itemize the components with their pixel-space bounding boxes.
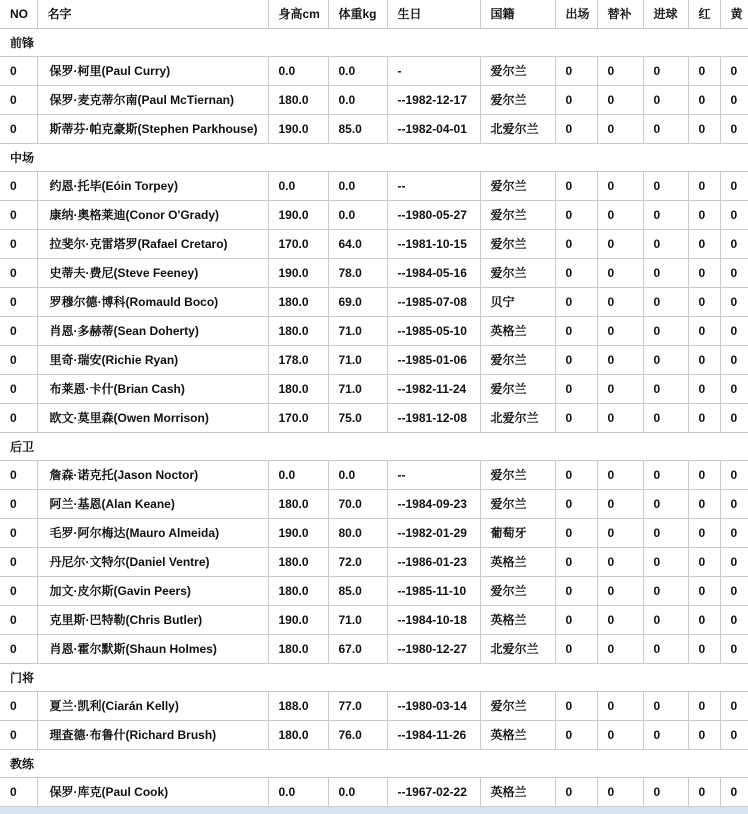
cell-substitute: 0 xyxy=(597,374,643,403)
header-row xyxy=(0,0,748,28)
player-row xyxy=(0,114,748,143)
cell-substitute: 0 xyxy=(597,114,643,143)
cell-name: 保罗·库克(Paul Cook) xyxy=(37,777,268,806)
cell-red-cards: 0 xyxy=(688,56,720,85)
cell-yellow-cards: 0 xyxy=(720,605,748,634)
cell-name: 加文·皮尔斯(Gavin Peers) xyxy=(37,576,268,605)
cell-goals: 0 xyxy=(643,720,688,749)
cell-appearances: 0 xyxy=(555,316,597,345)
cell-goals: 0 xyxy=(643,374,688,403)
cell-nationality: 爱尔兰 xyxy=(480,460,555,489)
cell-name: 毛罗·阿尔梅达(Mauro Almeida) xyxy=(37,518,268,547)
cell-height: 180.0 xyxy=(268,720,328,749)
cell-substitute: 0 xyxy=(597,287,643,316)
cell-weight: 71.0 xyxy=(328,316,387,345)
footer-strip xyxy=(0,807,748,814)
cell-no: 0 xyxy=(0,403,37,432)
cell-height: 188.0 xyxy=(268,691,328,720)
cell-name: 史蒂夫·费尼(Steve Feeney) xyxy=(37,258,268,287)
cell-nationality: 爱尔兰 xyxy=(480,345,555,374)
cell-yellow-cards: 0 xyxy=(720,489,748,518)
cell-name: 保罗·麦克蒂尔南(Paul McTiernan) xyxy=(37,85,268,114)
cell-yellow-cards: 0 xyxy=(720,403,748,432)
cell-substitute: 0 xyxy=(597,258,643,287)
cell-appearances: 0 xyxy=(555,200,597,229)
cell-name: 詹森·诺克托(Jason Noctor) xyxy=(37,460,268,489)
col-header-yellow-cards: 黄 xyxy=(720,0,748,28)
cell-nationality: 英格兰 xyxy=(480,316,555,345)
cell-nationality: 北爱尔兰 xyxy=(480,403,555,432)
cell-height: 180.0 xyxy=(268,287,328,316)
cell-weight: 80.0 xyxy=(328,518,387,547)
cell-appearances: 0 xyxy=(555,720,597,749)
cell-nationality: 英格兰 xyxy=(480,777,555,806)
cell-name: 拉斐尔·克雷塔罗(Rafael Cretaro) xyxy=(37,229,268,258)
player-row xyxy=(0,374,748,403)
col-header-height: 身高cm xyxy=(268,0,328,28)
cell-goals: 0 xyxy=(643,518,688,547)
cell-no: 0 xyxy=(0,691,37,720)
cell-red-cards: 0 xyxy=(688,229,720,258)
cell-appearances: 0 xyxy=(555,171,597,200)
cell-height: 190.0 xyxy=(268,258,328,287)
section-row xyxy=(0,663,748,691)
cell-yellow-cards: 0 xyxy=(720,114,748,143)
cell-appearances: 0 xyxy=(555,777,597,806)
cell-red-cards: 0 xyxy=(688,720,720,749)
cell-substitute: 0 xyxy=(597,200,643,229)
cell-appearances: 0 xyxy=(555,460,597,489)
cell-height: 178.0 xyxy=(268,345,328,374)
cell-substitute: 0 xyxy=(597,316,643,345)
cell-no: 0 xyxy=(0,171,37,200)
cell-goals: 0 xyxy=(643,576,688,605)
player-row xyxy=(0,691,748,720)
cell-name: 康纳·奥格莱迪(Conor O'Grady) xyxy=(37,200,268,229)
player-row xyxy=(0,547,748,576)
cell-birthday: --1967-02-22 xyxy=(387,777,480,806)
cell-birthday: -- xyxy=(387,171,480,200)
cell-weight: 71.0 xyxy=(328,374,387,403)
cell-yellow-cards: 0 xyxy=(720,56,748,85)
cell-substitute: 0 xyxy=(597,229,643,258)
cell-substitute: 0 xyxy=(597,691,643,720)
cell-height: 170.0 xyxy=(268,229,328,258)
cell-birthday: --1981-12-08 xyxy=(387,403,480,432)
cell-height: 180.0 xyxy=(268,316,328,345)
col-header-red-cards: 红 xyxy=(688,0,720,28)
cell-weight: 0.0 xyxy=(328,85,387,114)
cell-substitute: 0 xyxy=(597,720,643,749)
cell-weight: 72.0 xyxy=(328,547,387,576)
cell-appearances: 0 xyxy=(555,85,597,114)
cell-weight: 76.0 xyxy=(328,720,387,749)
cell-appearances: 0 xyxy=(555,287,597,316)
cell-nationality: 爱尔兰 xyxy=(480,171,555,200)
cell-name: 肖恩·霍尔默斯(Shaun Holmes) xyxy=(37,634,268,663)
cell-nationality: 爱尔兰 xyxy=(480,85,555,114)
cell-height: 0.0 xyxy=(268,460,328,489)
cell-weight: 0.0 xyxy=(328,56,387,85)
cell-goals: 0 xyxy=(643,605,688,634)
cell-red-cards: 0 xyxy=(688,114,720,143)
cell-height: 190.0 xyxy=(268,114,328,143)
section-title: 门将 xyxy=(0,663,748,691)
cell-no: 0 xyxy=(0,229,37,258)
cell-nationality: 英格兰 xyxy=(480,547,555,576)
cell-weight: 0.0 xyxy=(328,171,387,200)
cell-red-cards: 0 xyxy=(688,605,720,634)
cell-yellow-cards: 0 xyxy=(720,518,748,547)
cell-goals: 0 xyxy=(643,691,688,720)
cell-no: 0 xyxy=(0,605,37,634)
cell-appearances: 0 xyxy=(555,489,597,518)
cell-height: 180.0 xyxy=(268,576,328,605)
player-row xyxy=(0,56,748,85)
cell-goals: 0 xyxy=(643,634,688,663)
cell-no: 0 xyxy=(0,114,37,143)
cell-name: 罗穆尔德·博科(Romauld Boco) xyxy=(37,287,268,316)
player-row xyxy=(0,258,748,287)
cell-birthday: --1984-09-23 xyxy=(387,489,480,518)
cell-substitute: 0 xyxy=(597,489,643,518)
player-row xyxy=(0,460,748,489)
cell-red-cards: 0 xyxy=(688,489,720,518)
cell-substitute: 0 xyxy=(597,576,643,605)
table-header xyxy=(0,0,748,28)
player-row xyxy=(0,576,748,605)
cell-no: 0 xyxy=(0,56,37,85)
cell-nationality: 爱尔兰 xyxy=(480,489,555,518)
cell-goals: 0 xyxy=(643,345,688,374)
table-body xyxy=(0,28,748,806)
cell-goals: 0 xyxy=(643,114,688,143)
cell-height: 180.0 xyxy=(268,489,328,518)
cell-name: 肖恩·多赫蒂(Sean Doherty) xyxy=(37,316,268,345)
cell-red-cards: 0 xyxy=(688,518,720,547)
cell-birthday: --1986-01-23 xyxy=(387,547,480,576)
cell-no: 0 xyxy=(0,85,37,114)
player-row xyxy=(0,200,748,229)
cell-red-cards: 0 xyxy=(688,547,720,576)
cell-nationality: 爱尔兰 xyxy=(480,258,555,287)
cell-appearances: 0 xyxy=(555,114,597,143)
cell-yellow-cards: 0 xyxy=(720,171,748,200)
cell-nationality: 北爱尔兰 xyxy=(480,634,555,663)
section-row xyxy=(0,432,748,460)
cell-birthday: --1981-10-15 xyxy=(387,229,480,258)
cell-height: 190.0 xyxy=(268,605,328,634)
player-row xyxy=(0,720,748,749)
cell-birthday: --1985-05-10 xyxy=(387,316,480,345)
cell-goals: 0 xyxy=(643,258,688,287)
cell-name: 阿兰·基恩(Alan Keane) xyxy=(37,489,268,518)
cell-birthday: --1984-10-18 xyxy=(387,605,480,634)
cell-no: 0 xyxy=(0,634,37,663)
cell-no: 0 xyxy=(0,258,37,287)
player-row xyxy=(0,287,748,316)
player-row xyxy=(0,171,748,200)
cell-yellow-cards: 0 xyxy=(720,374,748,403)
cell-goals: 0 xyxy=(643,85,688,114)
cell-yellow-cards: 0 xyxy=(720,229,748,258)
cell-yellow-cards: 0 xyxy=(720,576,748,605)
cell-substitute: 0 xyxy=(597,345,643,374)
col-header-name: 名字 xyxy=(37,0,268,28)
cell-birthday: --1985-07-08 xyxy=(387,287,480,316)
cell-red-cards: 0 xyxy=(688,576,720,605)
cell-name: 丹尼尔·文特尔(Daniel Ventre) xyxy=(37,547,268,576)
cell-no: 0 xyxy=(0,518,37,547)
col-header-no: NO xyxy=(0,0,37,28)
cell-red-cards: 0 xyxy=(688,374,720,403)
cell-name: 斯蒂芬·帕克豪斯(Stephen Parkhouse) xyxy=(37,114,268,143)
cell-weight: 70.0 xyxy=(328,489,387,518)
player-row xyxy=(0,229,748,258)
cell-name: 理查德·布鲁什(Richard Brush) xyxy=(37,720,268,749)
cell-weight: 77.0 xyxy=(328,691,387,720)
cell-weight: 71.0 xyxy=(328,345,387,374)
section-row xyxy=(0,143,748,171)
cell-red-cards: 0 xyxy=(688,316,720,345)
cell-name: 夏兰·凯利(Ciarán Kelly) xyxy=(37,691,268,720)
cell-substitute: 0 xyxy=(597,518,643,547)
cell-red-cards: 0 xyxy=(688,691,720,720)
section-row xyxy=(0,28,748,56)
cell-weight: 67.0 xyxy=(328,634,387,663)
cell-height: 180.0 xyxy=(268,634,328,663)
cell-weight: 85.0 xyxy=(328,576,387,605)
col-header-birthday: 生日 xyxy=(387,0,480,28)
player-row xyxy=(0,518,748,547)
cell-weight: 75.0 xyxy=(328,403,387,432)
cell-substitute: 0 xyxy=(597,85,643,114)
cell-name: 约恩·托毕(Eóin Torpey) xyxy=(37,171,268,200)
cell-weight: 71.0 xyxy=(328,605,387,634)
cell-nationality: 北爱尔兰 xyxy=(480,114,555,143)
cell-no: 0 xyxy=(0,777,37,806)
cell-weight: 0.0 xyxy=(328,200,387,229)
cell-appearances: 0 xyxy=(555,229,597,258)
cell-birthday: --1980-05-27 xyxy=(387,200,480,229)
cell-yellow-cards: 0 xyxy=(720,258,748,287)
cell-yellow-cards: 0 xyxy=(720,720,748,749)
cell-name: 克里斯·巴特勒(Chris Butler) xyxy=(37,605,268,634)
cell-appearances: 0 xyxy=(555,518,597,547)
cell-height: 0.0 xyxy=(268,777,328,806)
col-header-goals: 进球 xyxy=(643,0,688,28)
player-row xyxy=(0,777,748,806)
cell-substitute: 0 xyxy=(597,634,643,663)
cell-goals: 0 xyxy=(643,489,688,518)
cell-weight: 0.0 xyxy=(328,460,387,489)
cell-yellow-cards: 0 xyxy=(720,345,748,374)
cell-birthday: --1984-05-16 xyxy=(387,258,480,287)
cell-goals: 0 xyxy=(643,171,688,200)
cell-weight: 0.0 xyxy=(328,777,387,806)
cell-substitute: 0 xyxy=(597,460,643,489)
cell-birthday: --1982-04-01 xyxy=(387,114,480,143)
cell-nationality: 英格兰 xyxy=(480,605,555,634)
section-row xyxy=(0,749,748,777)
cell-yellow-cards: 0 xyxy=(720,634,748,663)
cell-red-cards: 0 xyxy=(688,200,720,229)
cell-goals: 0 xyxy=(643,287,688,316)
cell-goals: 0 xyxy=(643,56,688,85)
cell-nationality: 贝宁 xyxy=(480,287,555,316)
cell-no: 0 xyxy=(0,374,37,403)
player-row xyxy=(0,85,748,114)
cell-name: 欧文·莫里森(Owen Morrison) xyxy=(37,403,268,432)
cell-substitute: 0 xyxy=(597,403,643,432)
cell-red-cards: 0 xyxy=(688,777,720,806)
col-header-nationality: 国籍 xyxy=(480,0,555,28)
cell-goals: 0 xyxy=(643,316,688,345)
cell-yellow-cards: 0 xyxy=(720,200,748,229)
cell-goals: 0 xyxy=(643,229,688,258)
cell-yellow-cards: 0 xyxy=(720,287,748,316)
cell-height: 170.0 xyxy=(268,403,328,432)
player-row xyxy=(0,345,748,374)
cell-red-cards: 0 xyxy=(688,634,720,663)
cell-red-cards: 0 xyxy=(688,287,720,316)
col-header-appearances: 出场 xyxy=(555,0,597,28)
col-header-weight: 体重kg xyxy=(328,0,387,28)
cell-appearances: 0 xyxy=(555,345,597,374)
cell-red-cards: 0 xyxy=(688,345,720,374)
player-row xyxy=(0,316,748,345)
section-title: 中场 xyxy=(0,143,748,171)
cell-name: 布莱恩·卡什(Brian Cash) xyxy=(37,374,268,403)
col-header-substitute: 替补 xyxy=(597,0,643,28)
cell-appearances: 0 xyxy=(555,56,597,85)
cell-weight: 85.0 xyxy=(328,114,387,143)
cell-goals: 0 xyxy=(643,200,688,229)
cell-height: 190.0 xyxy=(268,518,328,547)
cell-appearances: 0 xyxy=(555,403,597,432)
cell-nationality: 爱尔兰 xyxy=(480,576,555,605)
cell-red-cards: 0 xyxy=(688,460,720,489)
section-title: 前锋 xyxy=(0,28,748,56)
cell-birthday: --1984-11-26 xyxy=(387,720,480,749)
cell-nationality: 英格兰 xyxy=(480,720,555,749)
cell-height: 180.0 xyxy=(268,547,328,576)
cell-appearances: 0 xyxy=(555,605,597,634)
cell-substitute: 0 xyxy=(597,171,643,200)
cell-appearances: 0 xyxy=(555,547,597,576)
player-row xyxy=(0,605,748,634)
cell-height: 180.0 xyxy=(268,85,328,114)
cell-no: 0 xyxy=(0,547,37,576)
cell-birthday: --1980-03-14 xyxy=(387,691,480,720)
cell-no: 0 xyxy=(0,345,37,374)
cell-yellow-cards: 0 xyxy=(720,85,748,114)
cell-yellow-cards: 0 xyxy=(720,777,748,806)
cell-no: 0 xyxy=(0,576,37,605)
cell-birthday: --1982-11-24 xyxy=(387,374,480,403)
cell-no: 0 xyxy=(0,287,37,316)
cell-appearances: 0 xyxy=(555,374,597,403)
cell-weight: 78.0 xyxy=(328,258,387,287)
cell-nationality: 葡萄牙 xyxy=(480,518,555,547)
cell-goals: 0 xyxy=(643,403,688,432)
cell-substitute: 0 xyxy=(597,777,643,806)
cell-yellow-cards: 0 xyxy=(720,547,748,576)
cell-red-cards: 0 xyxy=(688,171,720,200)
cell-no: 0 xyxy=(0,200,37,229)
cell-no: 0 xyxy=(0,460,37,489)
cell-red-cards: 0 xyxy=(688,403,720,432)
section-title: 后卫 xyxy=(0,432,748,460)
cell-no: 0 xyxy=(0,720,37,749)
cell-name: 里奇·瑞安(Richie Ryan) xyxy=(37,345,268,374)
cell-height: 190.0 xyxy=(268,200,328,229)
player-row xyxy=(0,403,748,432)
cell-appearances: 0 xyxy=(555,691,597,720)
cell-birthday: -- xyxy=(387,460,480,489)
player-row xyxy=(0,489,748,518)
cell-birthday: --1980-12-27 xyxy=(387,634,480,663)
cell-no: 0 xyxy=(0,316,37,345)
cell-height: 180.0 xyxy=(268,374,328,403)
cell-yellow-cards: 0 xyxy=(720,460,748,489)
cell-yellow-cards: 0 xyxy=(720,691,748,720)
cell-nationality: 爱尔兰 xyxy=(480,200,555,229)
section-title: 教练 xyxy=(0,749,748,777)
cell-birthday: - xyxy=(387,56,480,85)
cell-substitute: 0 xyxy=(597,547,643,576)
cell-birthday: --1985-01-06 xyxy=(387,345,480,374)
cell-appearances: 0 xyxy=(555,258,597,287)
cell-name: 保罗·柯里(Paul Curry) xyxy=(37,56,268,85)
cell-appearances: 0 xyxy=(555,576,597,605)
cell-no: 0 xyxy=(0,489,37,518)
cell-yellow-cards: 0 xyxy=(720,316,748,345)
cell-weight: 69.0 xyxy=(328,287,387,316)
cell-red-cards: 0 xyxy=(688,258,720,287)
cell-goals: 0 xyxy=(643,777,688,806)
cell-goals: 0 xyxy=(643,460,688,489)
cell-birthday: --1982-01-29 xyxy=(387,518,480,547)
cell-birthday: --1985-11-10 xyxy=(387,576,480,605)
cell-nationality: 爱尔兰 xyxy=(480,229,555,258)
cell-nationality: 爱尔兰 xyxy=(480,56,555,85)
cell-substitute: 0 xyxy=(597,605,643,634)
cell-height: 0.0 xyxy=(268,56,328,85)
cell-height: 0.0 xyxy=(268,171,328,200)
cell-red-cards: 0 xyxy=(688,85,720,114)
cell-goals: 0 xyxy=(643,547,688,576)
cell-nationality: 爱尔兰 xyxy=(480,691,555,720)
cell-substitute: 0 xyxy=(597,56,643,85)
player-row xyxy=(0,634,748,663)
cell-birthday: --1982-12-17 xyxy=(387,85,480,114)
cell-weight: 64.0 xyxy=(328,229,387,258)
cell-appearances: 0 xyxy=(555,634,597,663)
cell-nationality: 爱尔兰 xyxy=(480,374,555,403)
